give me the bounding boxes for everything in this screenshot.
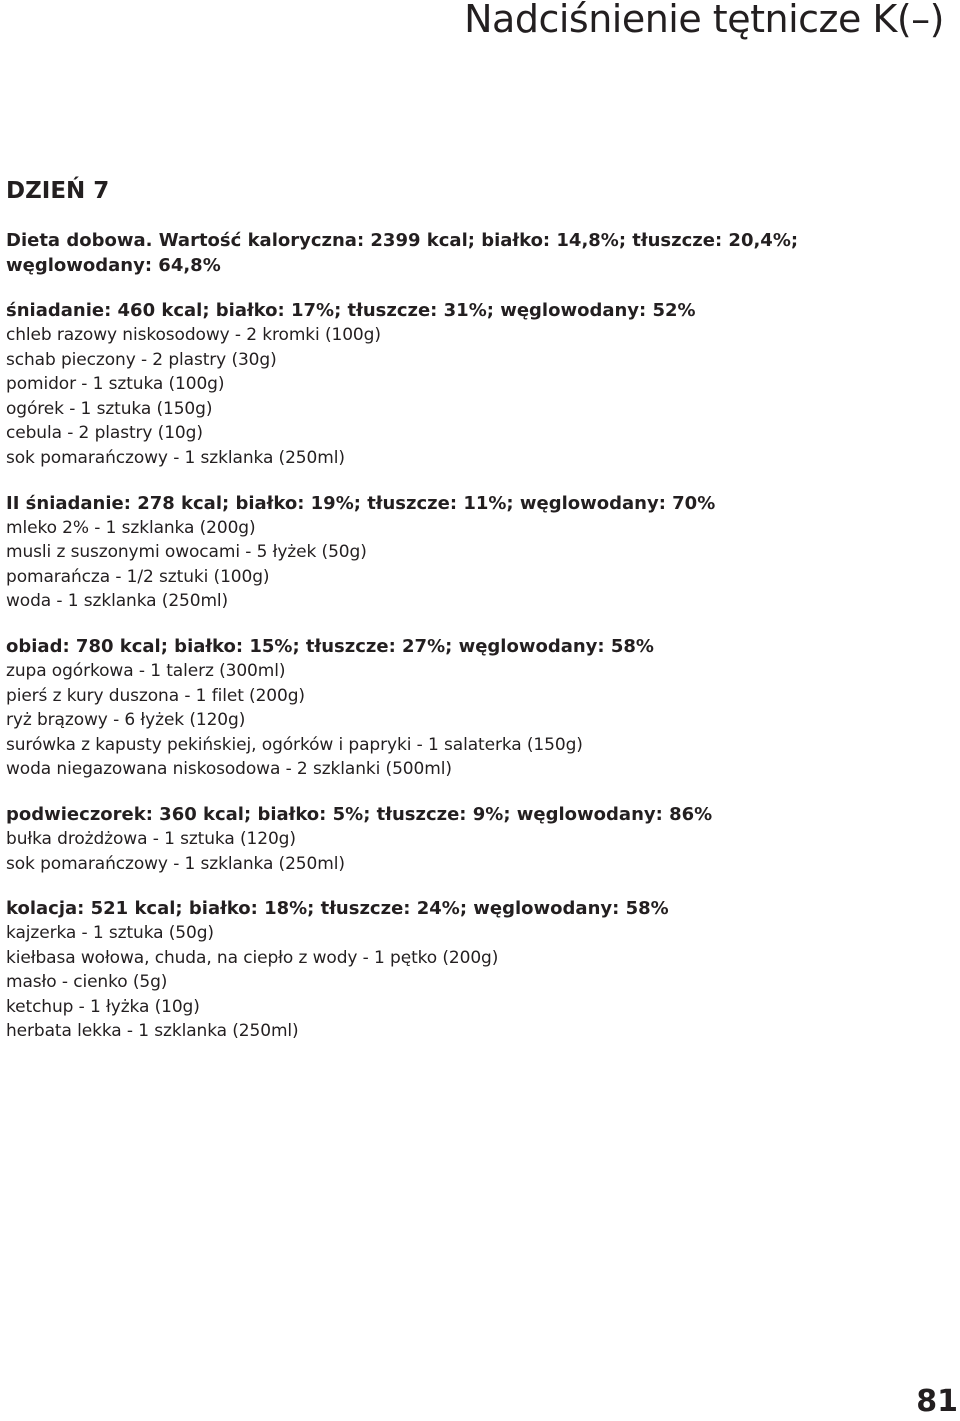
meal-item: kajzerka - 1 sztuka (50g) [6, 923, 214, 944]
meal-ii-sniadanie [6, 491, 946, 614]
meal-heading: podwieczorek: 360 kcal; białko: 5%; tłuszcze: 9%; węglowodany: 86% [6, 803, 713, 825]
meal-items [6, 827, 946, 876]
meal-item: ogórek - 1 sztuka (150g) [6, 398, 213, 419]
meal-items [6, 921, 946, 1044]
meal-item: pomidor - 1 sztuka (100g) [6, 374, 225, 395]
day-title: DZIEŃ 7 [6, 178, 110, 204]
page-number: 81 [916, 1384, 958, 1419]
meal-heading: obiad: 780 kcal; białko: 15%; tłuszcze: 27%; węglowodany: 58% [6, 635, 654, 657]
meal-item: woda - 1 szklanka (250ml) [6, 591, 229, 612]
meal-item: herbata lekka - 1 szklanka (250ml) [6, 1021, 299, 1042]
meal-item: bułka drożdżowa - 1 sztuka (120g) [6, 828, 296, 849]
meal-items [6, 323, 946, 471]
meal-item: cebula - 2 plastry (10g) [6, 423, 203, 444]
meal-heading: kolacja: 521 kcal; białko: 18%; tłuszcze: 24%; węglowodany: 58% [6, 898, 669, 920]
meal-obiad [6, 634, 946, 782]
meal-item: mleko 2% - 1 szklanka (200g) [6, 517, 256, 538]
meal-item: pierś z kury duszona - 1 filet (200g) [6, 685, 305, 706]
diet-plan [6, 174, 946, 1044]
meal-item: sok pomarańczowy - 1 szklanka (250ml) [6, 853, 345, 874]
meal-item: zupa ogórkowa - 1 talerz (300ml) [6, 660, 286, 681]
meal-sniadanie [6, 298, 946, 471]
meal-kolacja [6, 896, 946, 1044]
daily-summary: Dieta dobowa. Wartość kaloryczna: 2399 kcal; białko: 14,8%; tłuszcze: 20,4%; węglowodany: 64,8% [6, 230, 799, 276]
meal-podwieczorek [6, 802, 946, 876]
meal-item: ketchup - 1 łyżka (10g) [6, 996, 200, 1017]
meal-item: schab pieczony - 2 plastry (30g) [6, 349, 277, 370]
meal-heading: II śniadanie: 278 kcal; białko: 19%; tłuszcze: 11%; węglowodany: 70% [6, 492, 716, 514]
meal-item: surówka z kapusty pekińskiej, ogórków i papryki - 1 salaterka (150g) [6, 734, 583, 755]
meal-items [6, 516, 946, 614]
meal-item: masło - cienko (5g) [6, 972, 168, 993]
meal-items [6, 659, 946, 782]
meal-item: pomarańcza - 1/2 sztuki (100g) [6, 566, 270, 587]
page-title: Nadciśnienie tętnicze K(–) [464, 0, 944, 41]
meal-item: sok pomarańczowy - 1 szklanka (250ml) [6, 447, 345, 468]
meal-item: woda niegazowana niskosodowa - 2 szklanki (500ml) [6, 759, 452, 780]
meal-heading: śniadanie: 460 kcal; białko: 17%; tłuszcze: 31%; węglowodany: 52% [6, 300, 696, 321]
meal-item: chleb razowy niskosodowy - 2 kromki (100g) [6, 325, 381, 345]
meal-item: kiełbasa wołowa, chuda, na ciepło z wody - 1 pętko (200g) [6, 947, 499, 968]
meal-item: ryż brązowy - 6 łyżek (120g) [6, 710, 246, 731]
meal-item: musli z suszonymi owocami - 5 łyżek (50g) [6, 542, 367, 563]
